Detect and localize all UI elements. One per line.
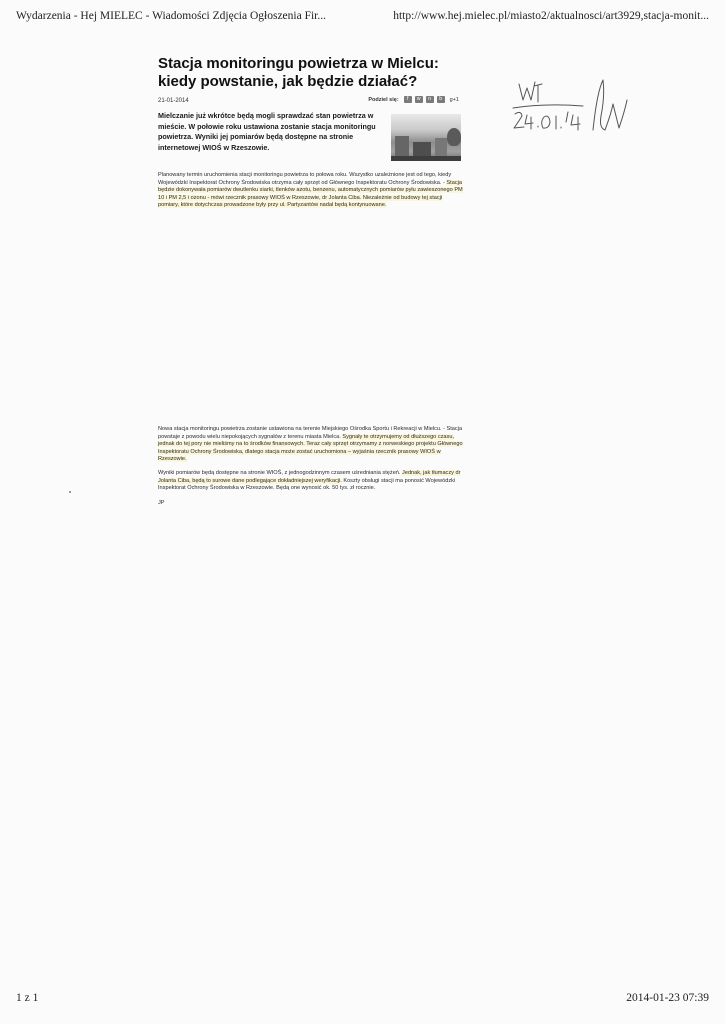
google-plus-button[interactable]: g+1 xyxy=(449,96,459,103)
print-page-title: Wydarzenia - Hej MIELEC - Wiadomości Zdjęcia Ogłoszenia Fir... xyxy=(16,10,326,22)
article-date: 21-01-2014 xyxy=(158,98,189,104)
paragraph-3-highlight: Jednak, jak tłumaczy dr Jolanta Ciba, będą to surowe dane podlegające dokładniejszej weryfikacji. xyxy=(158,469,461,484)
paragraph-2-highlight: Sygnały te otrzymujemy od dłuższego czasu, jednak do tej pory nie mieliśmy na to środków finansowych. Teraz cały sprzęt otrzymamy z norweskiego projektu Głównego Inspektoratu Ochrony Środowiska, dlatego stacja może zostać uruchomiona – wyjaśnia rzecznik prasowy WIOŚ w Rzeszowie. xyxy=(158,433,463,463)
handwritten-underline xyxy=(513,105,583,108)
article-paragraph-2 xyxy=(158,426,463,464)
paragraph-1-highlight: Stacja będzie dokonywała pomiarów dwutlenku siarki, tlenków azotu, benzenu, automatycznych pomiarów pyłu zawieszonego PM 10 i PM 2,5 i ozonu - mówi rzecznik prasowy WIOŚ w Rzeszowie, dr Jolanta Ciba. Niezależnie od budowy tej stacji pomiary, które dotychczas prowadzone były przy ul. Partyzantów nadal będą kontynuowane. xyxy=(158,179,463,209)
page-number: 1 z 1 xyxy=(16,992,39,1004)
paragraph-3-text: Wyniki pomiarów będą dostępne na stronie WIOŚ, z jednogodzinnym czasem uśredniania stężeń. xyxy=(158,469,403,476)
article xyxy=(158,55,463,210)
article-lead: Mielczanie już wkrótce będą mogli sprawdzać stan powietrza w mieście. W połowie roku ustawiona zostanie stacja monitoringu powietrza. Wyniki jej pomiarów będą dostępne na stronie internetowej WIOŚ w Rzeszowie. xyxy=(158,111,376,152)
headline-line-2: kiedy powstanie, jak będzie działać? xyxy=(158,73,418,90)
facebook-icon[interactable]: f xyxy=(404,96,412,103)
lead-section xyxy=(158,111,463,165)
scan-speck xyxy=(69,491,71,493)
handwritten-note xyxy=(505,70,645,160)
print-page-url: http://www.hej.mielec.pl/miasto2/aktualnosci/art3929,stacja-monit... xyxy=(393,10,709,22)
wykop-icon[interactable]: w xyxy=(415,96,423,103)
article-continued xyxy=(158,426,463,506)
article-paragraph-1 xyxy=(158,172,463,210)
handwritten-signature xyxy=(593,80,627,130)
share-label: Podziel się: xyxy=(368,96,399,103)
nk-icon[interactable]: n xyxy=(426,96,434,103)
share-bar xyxy=(368,96,459,103)
print-footer xyxy=(16,992,709,1008)
headline-line-1: Stacja monitoringu powietrza w Mielcu: xyxy=(158,55,439,72)
handwritten-initials xyxy=(519,82,542,102)
paragraph-1-text: Planowany termin uruchomienia stacji monitoringu powietrza to połowa roku. Wszystko uzależnione jest od tego, kiedy Wojewódzki Inspektorat Ochrony Środowiska otrzyma cały sprzęt od Głównego Inspektoratu Ochrony Środowiska. - xyxy=(158,172,452,186)
article-headline xyxy=(158,55,463,91)
article-meta xyxy=(158,96,463,108)
print-header xyxy=(16,10,709,28)
blip-icon[interactable]: b xyxy=(437,96,445,103)
article-signature: JP xyxy=(158,499,165,506)
paragraph-2-text: Nowa stacja monitoringu powietrza zostanie ustawiona na terenie Miejskiego Ośrodka Sportu i Rekreacji w Mielcu. - Stacja powstaje z powodu wielu niepokojących sygnałów z terenu miasta Mielca. xyxy=(158,426,463,440)
print-datetime: 2014-01-23 07:39 xyxy=(626,992,709,1004)
handwritten-date xyxy=(514,112,580,130)
article-paragraph-3 xyxy=(158,470,463,493)
article-photo xyxy=(391,114,461,161)
paragraph-3-tail: Koszty obsługi stacji ma ponosić Wojewódzki Inspektorat Ochrony Środowiska w Rzeszowie. Będą one wynosić ok. 50 tys. zł rocznie. xyxy=(158,477,456,492)
